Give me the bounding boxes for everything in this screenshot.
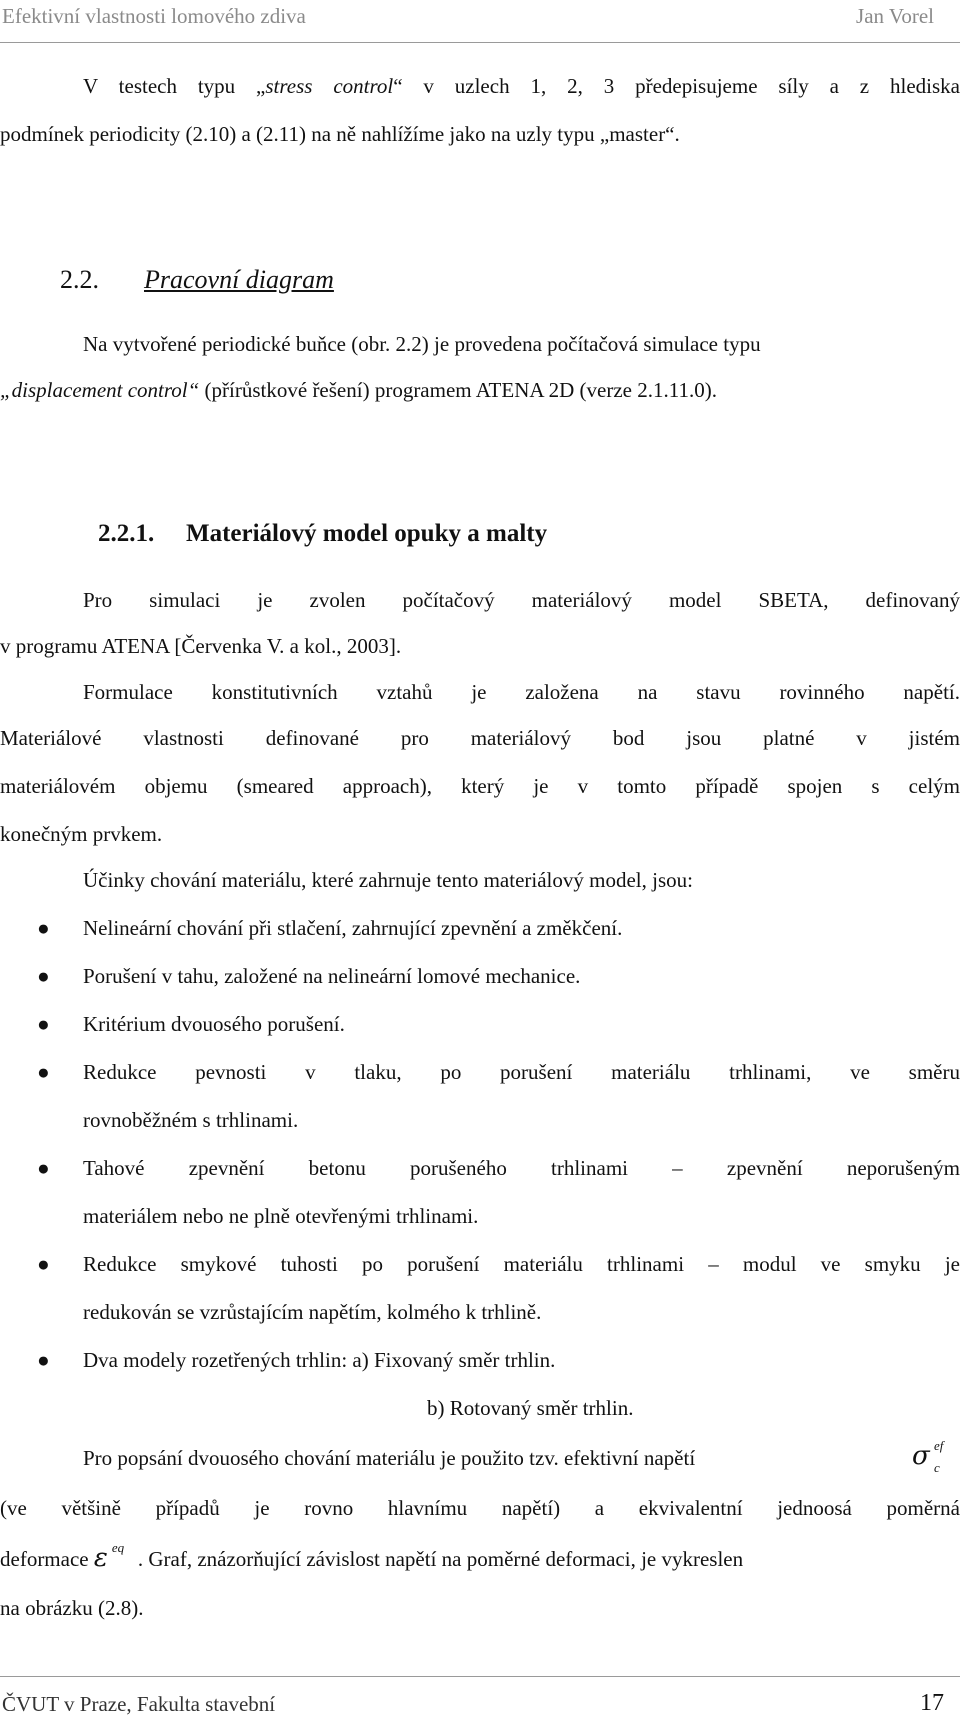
stress-control-term: stress control — [265, 74, 394, 98]
page-number: 17 — [920, 1690, 944, 1716]
bullet-icon: ● — [37, 1252, 50, 1276]
list-item: ● Tahové zpevnění betonu porušeného trhlinami – zpevnění neporušeným — [37, 1156, 960, 1180]
list-item: ● Kritérium dvouosého porušení. — [37, 1012, 345, 1036]
para4-line2: (ve většině případů je rovno hlavnímu napětí) a ekvivalentní jednoosá poměrná — [0, 1496, 960, 1520]
bullet-icon: ● — [37, 964, 50, 988]
list-item-continuation: b) Rotovaný směr trhlin. — [427, 1396, 634, 1420]
list-item: ● Porušení v tahu, založené na nelineární lomové mechanice. — [37, 964, 581, 988]
header-rule — [0, 42, 960, 43]
para3-line7: Účinky chování materiálu, které zahrnuje tento materiálový model, jsou: — [83, 868, 693, 892]
subsection-heading — [98, 520, 547, 548]
para3-line1: Pro simulaci je zvolen počítačový materiálový model SBETA, definovaný — [83, 588, 960, 612]
list-item: ● Nelineární chování při stlačení, zahrnující zpevnění a změkčení. — [37, 916, 623, 940]
para3-line5: materiálovém objemu (smeared approach), který je v tomto případě spojen s celým — [0, 774, 960, 798]
bullet-icon: ● — [37, 1156, 50, 1180]
bullet-icon: ● — [37, 1012, 50, 1036]
displacement-control-term: „displacement control“ — [0, 378, 200, 402]
para4-line1: Pro popsání dvouosého chování materiálu je použito tzv. efektivní napětí σ ef c — [83, 1438, 944, 1475]
section-number: 2.2. — [60, 265, 99, 294]
footer-rule — [0, 1676, 960, 1677]
page-footer — [0, 1676, 960, 1726]
bullet-icon: ● — [37, 1060, 50, 1084]
para2-line1: Na vytvořené periodické buňce (obr. 2.2) je provedena počítačová simulace typu — [83, 332, 761, 356]
subsection-title: Materiálový model opuky a malty — [186, 520, 548, 547]
list-item-continuation: rovnoběžném s trhlinami. — [83, 1108, 299, 1132]
section-title: Pracovní diagram — [144, 265, 334, 294]
list-item-continuation: materiálem nebo ne plně otevřenými trhlinami. — [83, 1204, 479, 1228]
para3-line2: v programu ATENA [Červenka V. a kol., 2003]. — [0, 634, 402, 658]
sigma-symbol: σ ef c — [912, 1438, 944, 1475]
header-author: Jan Vorel — [856, 4, 934, 28]
para1-line2: podmínek periodicity (2.10) a (2.11) na ně nahlížíme jako na uzly typu „master“. — [0, 122, 680, 146]
list-item: ● Dva modely rozetřených trhlin: a) Fixovaný směr trhlin. — [37, 1348, 556, 1372]
para4-line4: na obrázku (2.8). — [0, 1596, 144, 1620]
subsection-number: 2.2.1. — [98, 520, 155, 547]
header-title: Efektivní vlastnosti lomového zdiva — [2, 4, 306, 28]
bullet-icon: ● — [37, 916, 50, 940]
para2-line2: „displacement control“ (přírůstkové řešení) programem ATENA 2D (verze 2.1.11.0). — [0, 378, 717, 402]
para4-line3: deformace ε eq . Graf, znázorňující závislost napětí na poměrné deformaci, je vykreslen — [0, 1540, 744, 1573]
bullet-icon: ● — [37, 1348, 50, 1372]
para3-line3: Formulace konstitutivních vztahů je založena na stavu rovinného napětí. — [83, 680, 960, 704]
para3-line4: Materiálové vlastnosti definované pro materiálový bod jsou platné v jistém — [0, 726, 960, 750]
footer-institution: ČVUT v Praze, Fakulta stavební — [2, 1692, 276, 1716]
list-item: ● Redukce pevnosti v tlaku, po porušení materiálu trhlinami, ve směru — [37, 1060, 960, 1084]
epsilon-symbol: ε eq — [93, 1540, 125, 1573]
para3-line6: konečným prvkem. — [0, 822, 163, 846]
list-item: ● Redukce smykové tuhosti po porušení materiálu trhlinami – modul ve smyku je — [37, 1252, 960, 1276]
list-item-continuation: redukován se vzrůstajícím napětím, kolmého k trhlině. — [83, 1300, 542, 1324]
page-header — [0, 0, 960, 44]
section-heading — [60, 265, 334, 295]
para1-line1: V testech typu „stress control“ v uzlech 1, 2, 3 předepisujeme síly a z hlediska — [83, 74, 960, 98]
